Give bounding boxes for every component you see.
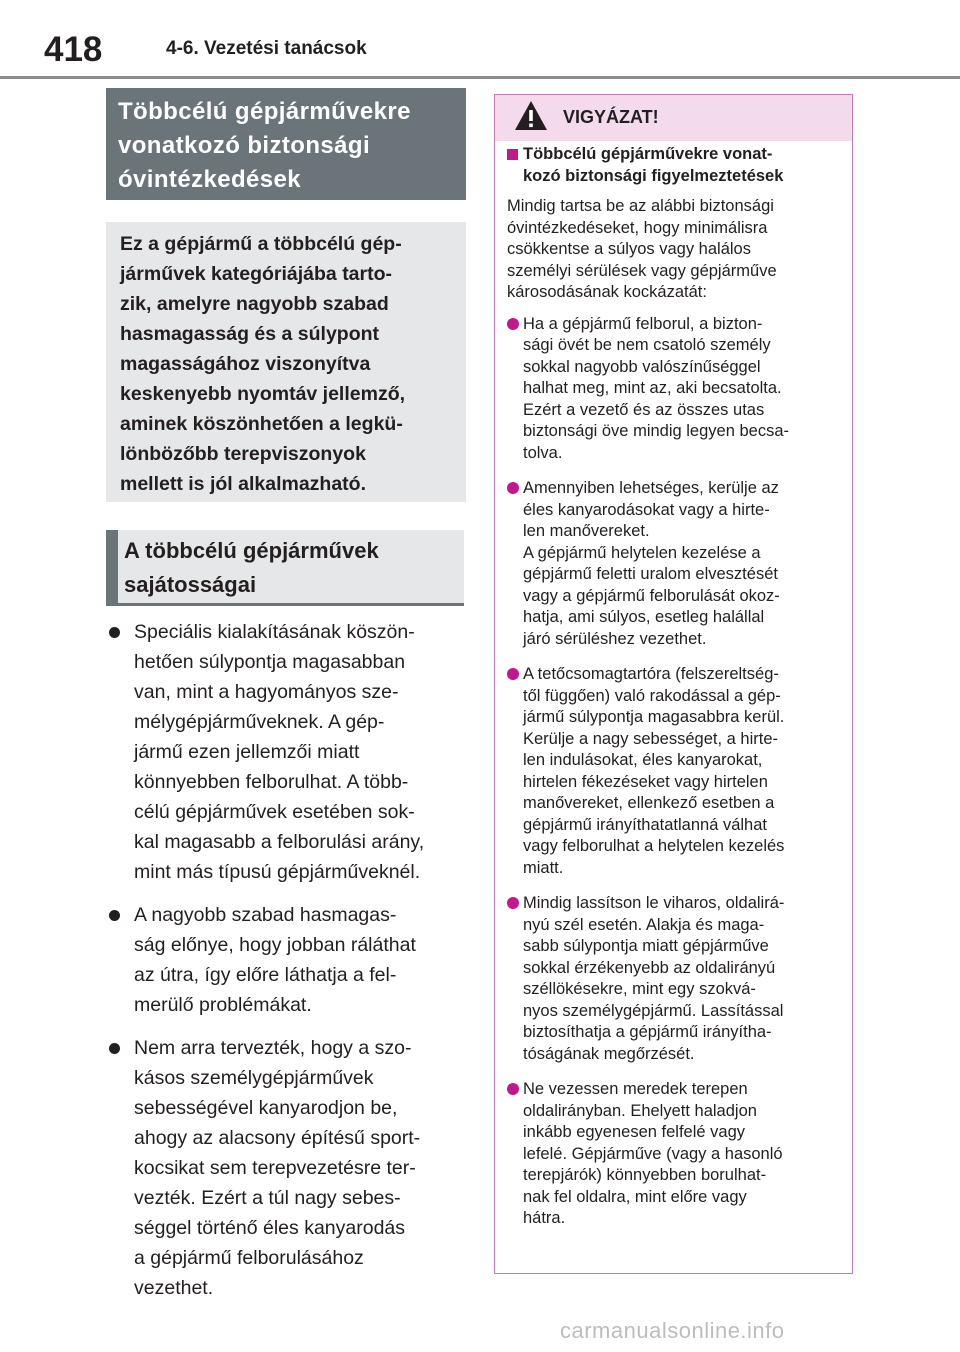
bullet-line: kal magasabb a felborulási arány, xyxy=(134,831,425,853)
warning-item-line: biztonsági öve mindig legyen becsa- xyxy=(523,422,789,440)
circle-bullet-icon xyxy=(507,318,519,330)
warning-item-line: Ezért a vezető és az összes utas xyxy=(523,400,765,419)
warning-item-line: len indulásokat, éles kanyarokat, xyxy=(523,751,763,769)
warning-item-line: vagy a gépjármű felborulását okoz- xyxy=(523,586,780,605)
intro-line: mellett is jól alkalmazható. xyxy=(120,473,366,495)
warning-item-line: sokkal nagyobb valószínűséggel xyxy=(523,357,761,376)
warning-item-line: tolva. xyxy=(523,443,563,462)
bullet-dot-icon xyxy=(109,627,120,638)
intro-box xyxy=(106,222,466,502)
circle-bullet-icon xyxy=(507,482,519,494)
warning-item-line: Mindig lassítson le viharos, oldalirá- xyxy=(523,894,785,912)
warning-intro-line: személyi sérülések vagy gépjárműve xyxy=(507,261,777,280)
bullet-line: mint más típusú gépjárműveknél. xyxy=(134,861,421,883)
warning-item-line: tóságának megőrzését. xyxy=(523,1044,695,1063)
warning-item-line: Ha a gépjármű felborul, a bizton- xyxy=(523,314,763,333)
intro-line: magasságához viszonyítva xyxy=(120,353,371,375)
bullet-line: ahogy az alacsony építésű sport- xyxy=(134,1127,421,1149)
warning-item-line: hatja, ami súlyos, esetleg halállal xyxy=(523,608,765,626)
bullet-line: van, mint a hagyományos sze- xyxy=(134,681,399,703)
intro-line: keskenyebb nyomtáv jellemző, xyxy=(120,383,406,405)
square-bullet-icon xyxy=(507,149,518,160)
bullet-line: Nem arra tervezték, hogy a szo- xyxy=(134,1037,412,1059)
warning-box xyxy=(494,94,853,1274)
page-number: 418 xyxy=(44,30,103,69)
page-header xyxy=(0,0,960,80)
bullet-list xyxy=(106,617,468,1316)
warning-item-line: sokkal érzékenyebb az oldalirányú xyxy=(523,958,776,977)
warning-item-line: oldalirányban. Ehelyett haladjon xyxy=(523,1101,757,1120)
intro-line: aminek köszönhetően a legkü- xyxy=(120,413,403,435)
title-line: óvintézkedések xyxy=(118,166,302,193)
bullet-line: vezték. Ezért a túl nagy sebes- xyxy=(134,1187,401,1209)
warning-item-line: nyos személygépjármű. Lassítással xyxy=(523,1001,784,1020)
warning-header xyxy=(495,95,852,141)
bullet-line: hetően súlypontja magasabban xyxy=(134,651,406,673)
warning-item xyxy=(507,478,840,650)
warning-subtitle-line: kozó biztonsági figyelmeztetések xyxy=(523,166,784,185)
warning-subtitle-line: Többcélú gépjárművekre vonat- xyxy=(523,145,773,163)
bullet-item xyxy=(106,617,468,887)
bullet-line: jármű ezen jellemzői miatt xyxy=(134,741,360,763)
warning-intro-line: óvintézkedéseket, hogy minimálisra xyxy=(507,218,768,237)
bullet-dot-icon xyxy=(109,1043,120,1054)
title-line: vonatkozó biztonsági xyxy=(118,132,371,159)
intro-line: zik, amelyre nagyobb szabad xyxy=(120,293,389,315)
bullet-line: ság előnye, hogy jobban ráláthat xyxy=(134,934,416,956)
warning-item-line: A gépjármű helytelen kezelése a xyxy=(523,543,761,562)
bullet-line: kásos személygépjárművek xyxy=(134,1067,374,1089)
bullet-dot-icon xyxy=(109,910,120,921)
warning-intro-line: Mindig tartsa be az alábbi biztonsági xyxy=(507,197,774,215)
intro-line: járművek kategóriájába tarto- xyxy=(120,263,393,285)
bullet-line: merülő problémákat. xyxy=(134,994,312,1016)
warning-item-line: hirtelen fékezéseket vagy hirtelen xyxy=(523,772,768,791)
watermark: carmanualsonline.info xyxy=(560,1318,785,1343)
section-title-box xyxy=(106,88,466,200)
warning-item-line: biztosíthatja a gépjármű irányítha- xyxy=(523,1023,772,1041)
warning-intro xyxy=(507,196,840,304)
warning-item-line: A tetőcsomagtartóra (felszereltség- xyxy=(523,665,779,683)
warning-title: VIGYÁZAT! xyxy=(563,107,659,127)
intro-line: hasmagasság és a súlypont xyxy=(120,323,380,345)
warning-intro-line: csökkentse a súlyos vagy halálos xyxy=(507,240,751,258)
bullet-item xyxy=(106,1033,468,1303)
circle-bullet-icon xyxy=(507,1083,519,1095)
title-line: Többcélú gépjárművekre xyxy=(118,98,411,125)
subsection-heading xyxy=(106,530,464,606)
warning-item xyxy=(507,1079,840,1230)
bullet-line: könnyebben felborulhat. A több- xyxy=(134,771,409,793)
warning-item-line: lefelé. Gépjárműve (vagy a hasonló xyxy=(523,1144,783,1163)
circle-bullet-icon xyxy=(507,668,519,680)
warning-item xyxy=(507,314,840,465)
bullet-line: Speciális kialakításának köszön- xyxy=(134,621,415,643)
warning-item-line: jármű súlypontja magasabbra kerül. xyxy=(523,708,785,726)
bullet-item xyxy=(106,900,468,1020)
bullet-line: az útra, így előre láthatja a fel- xyxy=(134,964,397,986)
warning-item-line: miatt. xyxy=(523,858,564,877)
warning-item xyxy=(507,664,840,879)
warning-item-line: inkább egyenesen felfelé vagy xyxy=(523,1123,745,1141)
intro-line: Ez a gépjármű a többcélú gép- xyxy=(120,233,402,255)
bullet-line: séggel történő éles kanyarodás xyxy=(134,1217,406,1239)
warning-item-line: sabb súlypontja miatt gépjárműve xyxy=(523,937,769,955)
warning-body xyxy=(495,141,852,1230)
warning-item-line: nyú szél esetén. Alakja és maga- xyxy=(523,915,765,934)
header-divider xyxy=(0,76,960,79)
warning-triangle-icon xyxy=(513,99,549,138)
warning-item-line: sági övét be nem csatoló személy xyxy=(523,336,771,354)
chapter-title: 4-6. Vezetési tanácsok xyxy=(166,38,367,59)
warning-item-line: halhat meg, mint az, aki becsatolta. xyxy=(523,379,782,397)
warning-intro-line: károsodásának kockázatát: xyxy=(507,283,707,301)
warning-item-line: széllökésekre, mint egy szokvá- xyxy=(523,980,756,998)
warning-item-line: terepjárók) könnyebben borulhat- xyxy=(523,1166,767,1184)
warning-subtitle xyxy=(507,144,840,187)
warning-item-line: Ne vezessen meredek terepen xyxy=(523,1080,748,1098)
subsection-line: A többcélú gépjárművek xyxy=(124,538,379,563)
warning-item-line: éles kanyarodásokat vagy a hirte- xyxy=(523,500,770,519)
bullet-line: mélygépjárműveknek. A gép- xyxy=(134,711,385,733)
circle-bullet-icon xyxy=(507,897,519,909)
warning-item-line: gépjármű irányíthatatlanná válhat xyxy=(523,815,767,834)
bullet-line: kocsikat sem terepvezetésre ter- xyxy=(134,1157,416,1179)
bullet-line: a gépjármű felborulásához xyxy=(134,1247,364,1269)
bullet-line: A nagyobb szabad hasmagas- xyxy=(134,904,397,926)
warning-item-line: hátra. xyxy=(523,1209,566,1227)
warning-item-line: vagy felborulhat a helytelen kezelés xyxy=(523,837,785,855)
subsection-line: sajátosságai xyxy=(124,572,257,597)
bullet-line: célú gépjárművek esetében sok- xyxy=(134,801,415,823)
warning-item-line: manővereket, ellenkező esetben a xyxy=(523,794,775,812)
warning-item xyxy=(507,893,840,1065)
warning-item-line: nak fel oldalra, mint előre vagy xyxy=(523,1187,747,1206)
warning-item-line: Kerülje a nagy sebességet, a hirte- xyxy=(523,729,778,748)
intro-line: lönbözőbb terepviszonyok xyxy=(120,443,366,465)
warning-item-line: Amennyiben lehetséges, kerülje az xyxy=(523,479,779,497)
warning-item-line: len manővereket. xyxy=(523,522,650,540)
warning-item-line: járó sérüléshez vezethet. xyxy=(523,629,707,648)
bullet-line: sebességével kanyarodjon be, xyxy=(134,1097,398,1119)
warning-item-line: gépjármű feletti uralom elvesztését xyxy=(523,565,778,583)
warning-item-line: től függően) való rakodással a gép- xyxy=(523,686,781,705)
bullet-line: vezethet. xyxy=(134,1277,214,1299)
